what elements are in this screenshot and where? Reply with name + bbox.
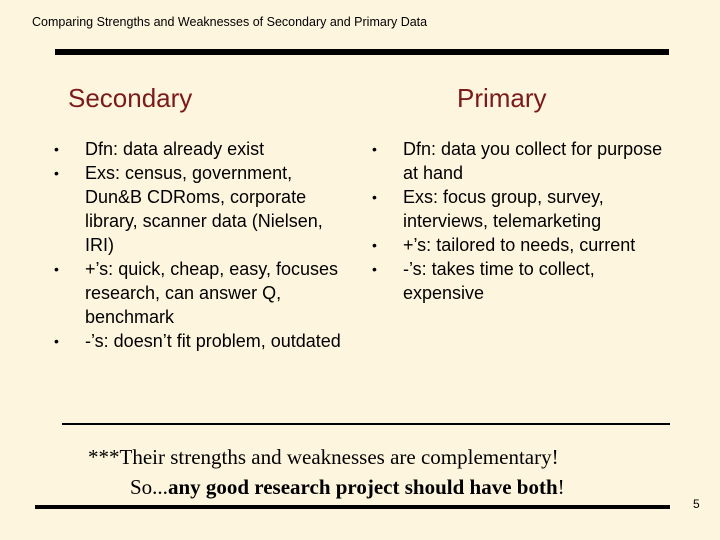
bullet-icon: •: [372, 141, 377, 157]
bullet-text: +’s: tailored to needs, current: [403, 235, 636, 255]
footer-line-1: ***Their strengths and weaknesses are complementary!: [88, 445, 559, 469]
bullet-icon: •: [54, 165, 59, 181]
list-item: [372, 257, 672, 305]
primary-bullet-list: [372, 137, 672, 305]
bullet-icon: •: [54, 261, 59, 277]
list-item: [54, 137, 354, 161]
bullet-text: -’s: takes time to collect, expensive: [403, 259, 595, 303]
list-item: [372, 137, 672, 185]
bottom-divider: [35, 505, 670, 509]
bullet-icon: •: [372, 189, 377, 205]
top-divider: [55, 49, 669, 55]
bullet-text: Dfn: data already exist: [85, 139, 265, 159]
bullet-icon: •: [54, 333, 59, 349]
bullet-text: -’s: doesn’t fit problem, outdated: [85, 331, 341, 351]
footer-line-2: [88, 472, 648, 502]
list-item: [54, 329, 354, 353]
bullet-text: Exs: focus group, survey, interviews, telemarketing: [403, 187, 604, 231]
list-item: [54, 161, 354, 257]
list-item: [54, 257, 354, 329]
slide-title: Comparing Strengths and Weaknesses of Secondary and Primary Data: [32, 15, 428, 29]
bullet-text: +’s: quick, cheap, easy, focuses research, can answer Q, benchmark: [85, 259, 338, 327]
page-number: 5: [693, 497, 700, 511]
list-item: [372, 185, 672, 233]
bullet-text: Dfn: data you collect for purpose at hand: [403, 139, 663, 183]
primary-heading: Primary: [457, 83, 547, 113]
list-item: [372, 233, 672, 257]
footer-line-2-emphasis: any good research project should have both: [167, 475, 558, 499]
bullet-icon: •: [372, 261, 377, 277]
middle-divider: [62, 423, 670, 425]
bullet-text: Exs: census, government, Dun&B CDRoms, corporate library, scanner data (Nielsen, IRI): [85, 163, 323, 255]
secondary-bullet-list: [54, 137, 354, 353]
footer-note: [88, 442, 648, 502]
bullet-icon: •: [54, 141, 59, 157]
footer-line-2-suffix: !: [557, 475, 565, 499]
footer-line-2-prefix: So...: [130, 475, 168, 499]
bullet-icon: •: [372, 237, 377, 253]
secondary-heading: Secondary: [68, 83, 193, 113]
